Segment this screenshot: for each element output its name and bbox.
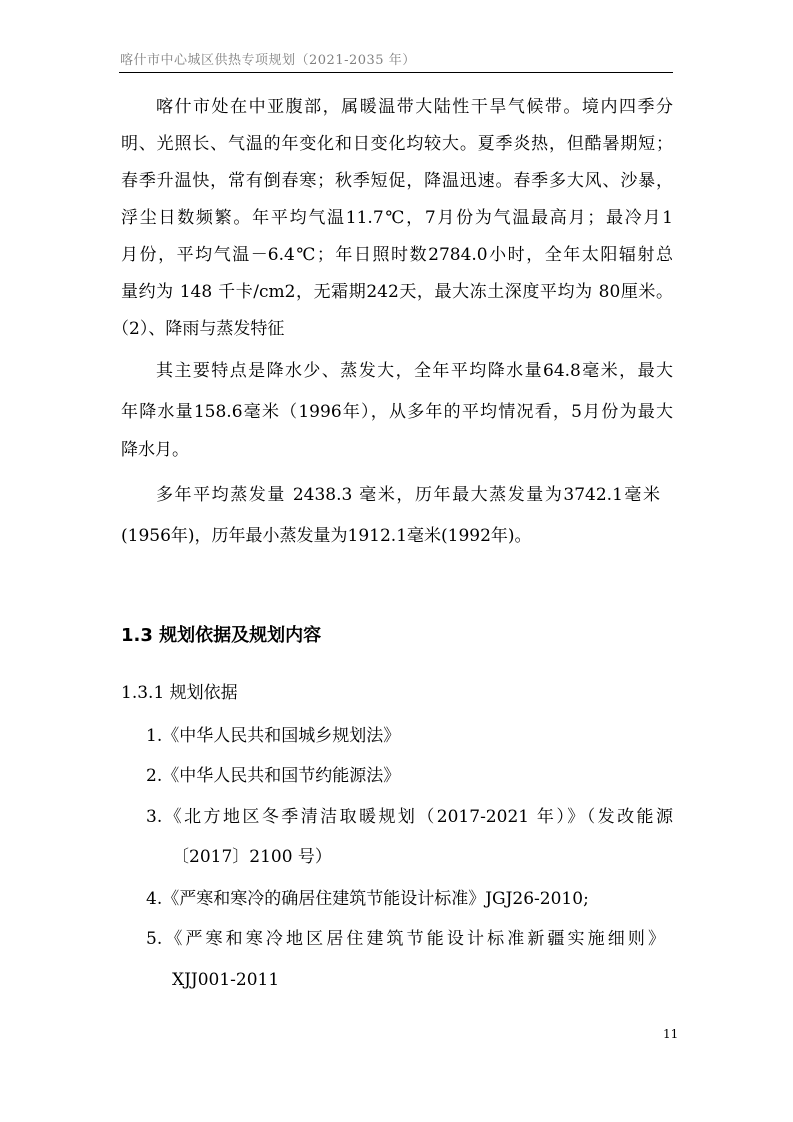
list-item-continuation: XJJ001-2011 [172, 970, 280, 990]
paragraph-line: 月份，平均气温－6.4℃；年日照时数2784.0小时，全年太阳辐射总 [121, 245, 673, 265]
paragraph-line: 明、光照长、气温的年变化和日变化均较大。夏季炎热，但酷暑期短； [121, 134, 673, 154]
subheading-rain: （2）、降雨与蒸发特征 [112, 319, 285, 339]
paragraph-line: (1956年)，历年最小蒸发量为1912.1毫米(1992年)。 [121, 526, 532, 546]
list-item: 5.《严寒和寒冷地区居住建筑节能设计标准新疆实施细则》 [146, 929, 665, 949]
paragraph-line: 降水月。 [121, 440, 189, 460]
paragraph-line: 喀什市处在中亚腹部，属暖温带大陆性干旱气候带。境内四季分 [156, 97, 673, 117]
paragraph-line: 年降水量158.6毫米（1996年），从多年的平均情况看，5月份为最大 [121, 402, 673, 422]
paragraph-line: 春季升温快，常有倒春寒；秋季短促，降温迅速。春季多大风、沙暴， [121, 171, 673, 191]
list-item: 1.《中华人民共和国城乡规划法》 [146, 726, 401, 746]
list-item: 3.《北方地区冬季清洁取暖规划（2017-2021 年）》（发改能源 [146, 807, 673, 827]
paragraph-line: 浮尘日数频繁。年平均气温11.7℃，7月份为气温最高月；最冷月1 [121, 208, 673, 228]
paragraph-line: 其主要特点是降水少、蒸发大，全年平均降水量64.8毫米，最大 [156, 361, 673, 381]
running-header: 喀什市中心城区供热专项规划（2021-2035 年） [120, 53, 416, 68]
list-item-continuation: 〔2017〕2100 号） [172, 847, 332, 867]
section-heading: 1.3 规划依据及规划内容 [121, 625, 322, 646]
list-item: 4.《严寒和寒冷的确居住建筑节能设计标准》JGJ26-2010; [146, 889, 589, 909]
paragraph-line: 多年平均蒸发量 2438.3 毫米，历年最大蒸发量为3742.1毫米 [156, 485, 660, 505]
page-number: 11 [663, 1027, 679, 1041]
paragraph-line: 量约为 148 千卡/cm2，无霜期242天，最大冻土深度平均为 80厘米。 [121, 282, 673, 302]
list-item: 2.《中华人民共和国节约能源法》 [146, 766, 401, 786]
subsection-heading: 1.3.1 规划依据 [121, 683, 238, 703]
header-divider [119, 72, 673, 73]
